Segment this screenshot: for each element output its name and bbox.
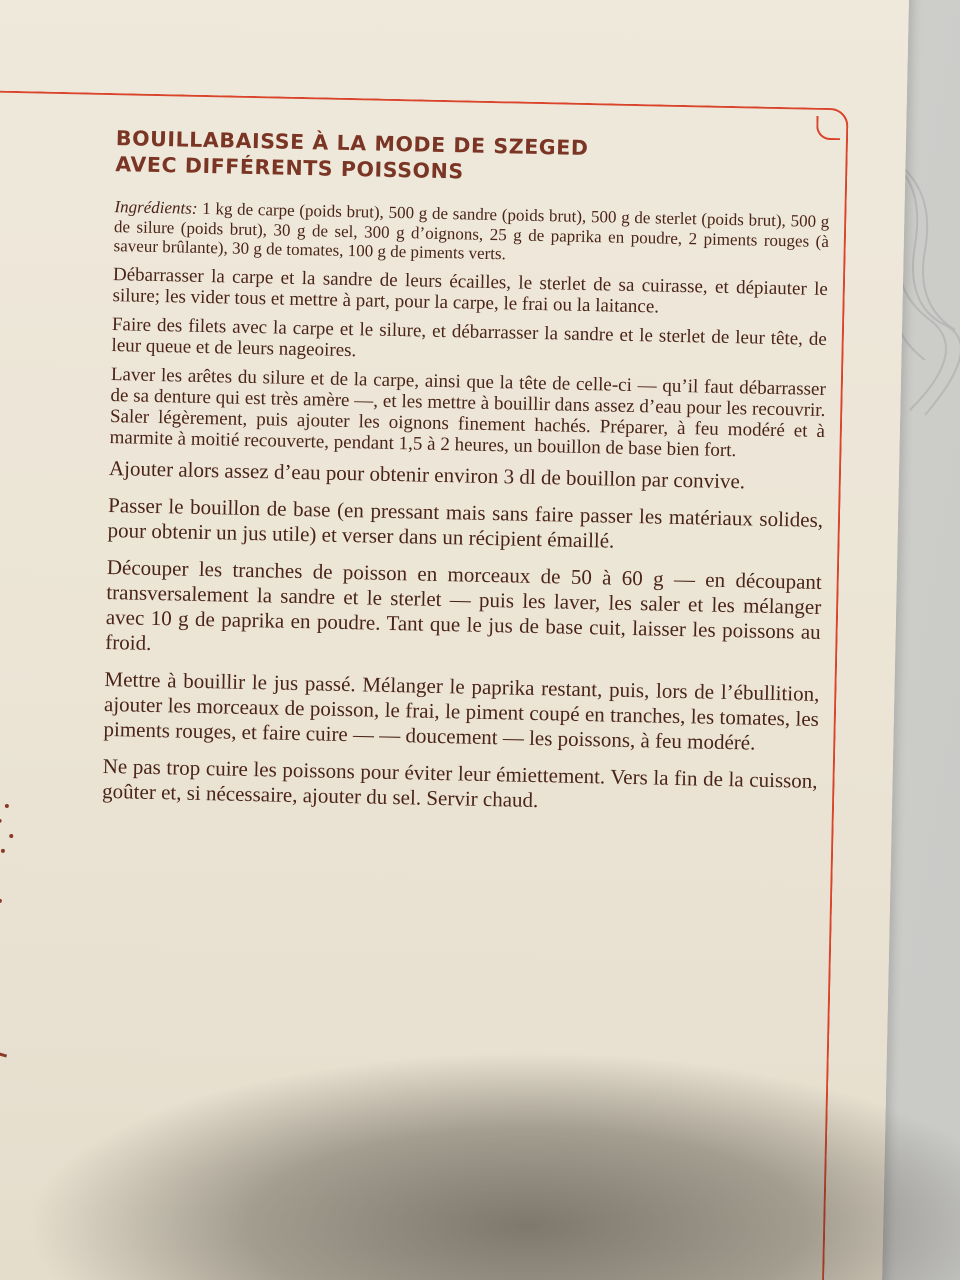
frame-corner-ornament bbox=[816, 116, 840, 140]
step-paragraph: Mettre à bouillir le jus passé. Mélanger le paprika restant, puis, lors de l’ébullition, ajouter les morceaux de poisson, le frai, le piment coupé en tranches, les tomates, les piments rouges, et faire cuire — — doucement — les poissons, à feu modéré. bbox=[103, 666, 820, 755]
recipe-title-line-1: BOUILLABAISSE À LA MODE DE SZEGED bbox=[115, 126, 589, 160]
step-paragraph: Ajouter alors assez d’eau pour obtenir environ 3 dl de bouillon par convive. bbox=[108, 455, 746, 493]
step-paragraph: Faire des filets avec la carpe et le silure, et débarrasser la sandre et le sterlet de leur tête, de leur queue et de leurs nageoires. bbox=[111, 313, 828, 361]
step-paragraph: Découper les tranches de poisson en morceaux de 50 à 60 g — en découpant transversalement la sandre et le sterlet — puis les laver, les saler et les mélanger avec 10 g de paprika en poudre. Tant que le jus de base cuit, laisser les poissons au froid. bbox=[105, 554, 823, 655]
ingredients-text: 1 kg de carpe (poids brut), 500 g de sandre (poids brut), 500 g de sterlet (poids brut), 500 g de silure (poids brut), 30 g de sel, 300 g d’oignons, 25 g de paprika en poudre, 2 piments rouges (à saveur brûlante), 30 g de tomates, 100 g de piments verts. bbox=[113, 198, 830, 264]
recipe-content bbox=[102, 125, 831, 830]
step-paragraph: Laver les arêtes du silure et de la carpe, ainsi que la tête de celle-ci — qu’il faut débarrasser de sa denture qui est très amère —, et les mettre à bouillir dans assez d’eau pour les recouvrir. Saler légèrement, puis ajouter les oignons finement hachés. Préparer, à feu modéré et à marmite à moitié recouverte, pendant 1,5 à 2 heures, un bouillon de base bien fort. bbox=[109, 363, 827, 461]
step-paragraph: Passer le bouillon de base (en pressant mais sans faire passer les matériaux solides, pour obtenir un jus utile) et verser dans un récipient émaillé. bbox=[107, 492, 824, 553]
ingredients-label: Ingrédients: bbox=[114, 197, 198, 218]
ingredients-paragraph bbox=[113, 197, 829, 270]
step-paragraph: Débarrasser la carpe et la sandre de leurs écailles, le sterlet de sa cuirasse, et dépiauter le silure; les vider tous et mettre à part, pour la carpe, le frai ou la laitance. bbox=[112, 263, 829, 318]
recipe-title-line-2: AVEC DIFFÉRENTS POISSONS bbox=[115, 152, 464, 184]
step-paragraph: Ne pas trop cuire les poissons pour éviter leur émiettement. Vers la fin de la cuisson, goûter et, si nécessaire, ajouter du sel. Servir chaud. bbox=[101, 753, 818, 812]
